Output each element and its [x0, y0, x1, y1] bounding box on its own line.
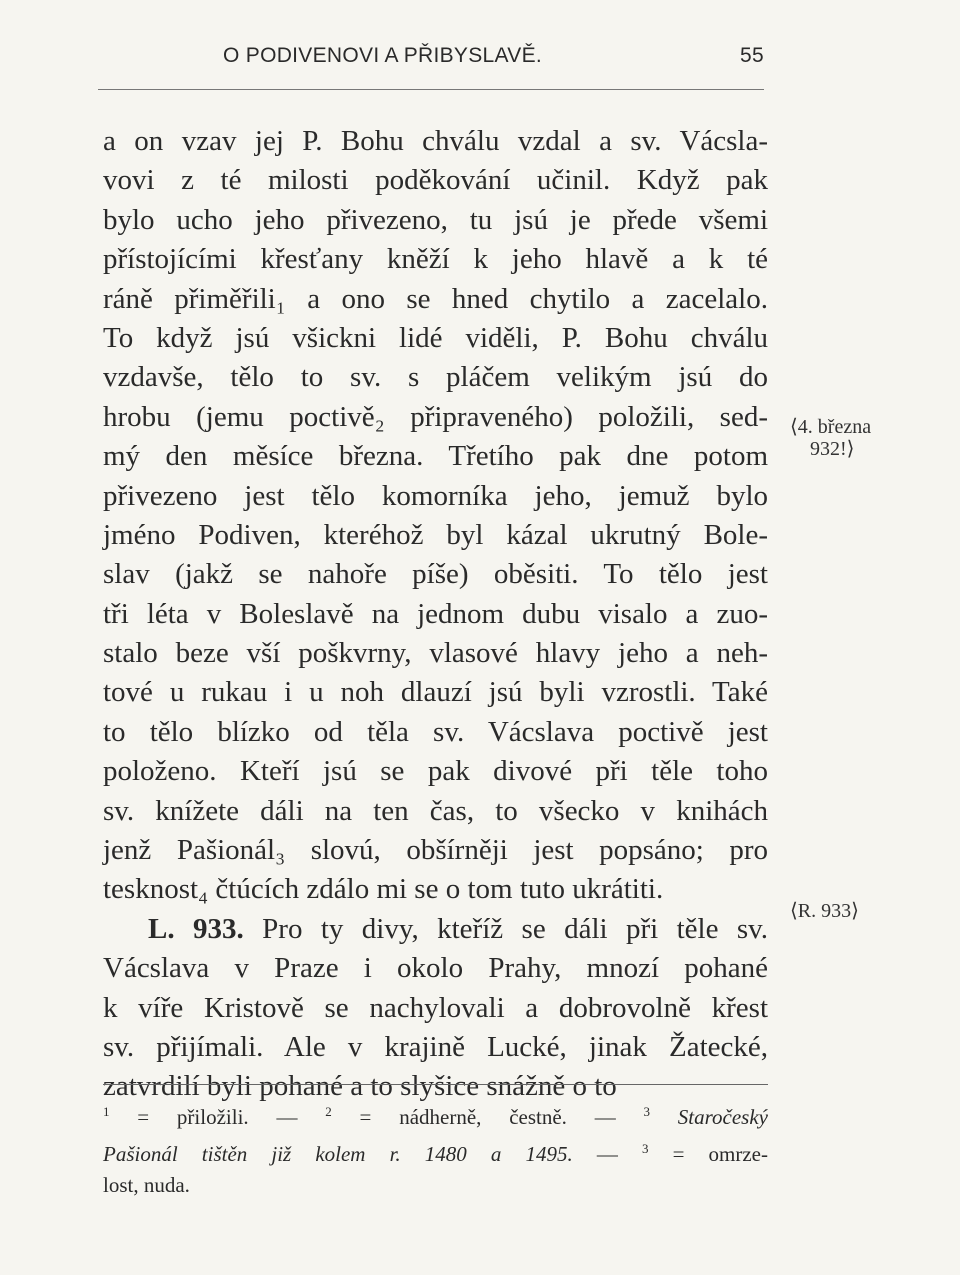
text-line: mý den měsíce března. Třetího pak dne potom [103, 440, 768, 473]
footnote-line [103, 1096, 768, 1133]
text-line: položeno. Kteří jsú se pak divové při těle toho [103, 755, 768, 788]
text-line: k víře Kristově se nachylovali a dobrovolně křest [103, 991, 768, 1024]
header-rule [98, 89, 764, 90]
footnote-text: = přiložili. — [109, 1105, 326, 1129]
text-line: tesknost₄ čtúcích zdálo mi se o tom tuto ukrátiti. [103, 873, 664, 906]
text-line: bylo ucho jeho přivezeno, tu jsú je přede všemi [103, 203, 768, 236]
text-line: vovi z té milosti poděkování učinil. Když pak [103, 164, 768, 197]
footnote-text: = nádherně, čestně. — [331, 1105, 644, 1129]
footnote-marker: 1 [103, 1104, 110, 1119]
text-line: sv. přijímali. Ale v krajině Lucké, jinak Žatecké, [103, 1030, 768, 1063]
text-line: tři léta v Boleslavě na jednom dubu visalo a zuo- [103, 597, 768, 630]
footnote-marker: 3 [641, 1141, 649, 1156]
chapter-title: O PODIVENOVI A PŘIBYSLAVĚ. [223, 44, 543, 67]
text-segment: Pro ty divy, kteříž se dáli při těle sv. [262, 912, 769, 945]
text-line: hrobu (jemu poctivě₂ připraveného) položili, sed- [103, 400, 768, 433]
page-number: 55 [740, 44, 764, 67]
text-line: jméno Podiven, kteréhož byl kázal ukrutný Bole- [103, 518, 768, 551]
text-line: ráně přiměřili₁ a ono se hned chytilo a zacelalo. [103, 282, 768, 315]
year-sigil: L. 933. [148, 912, 244, 945]
text-line: tové u rukau i u noh dlauzí jsú byli vzrostli. Také [103, 676, 768, 709]
paragraph-lead-line [103, 910, 768, 949]
footnotes [103, 1096, 768, 1201]
margin-note-date [790, 416, 920, 460]
text-line: slav (jakž se nahoře píše) oběsiti. To tělo jest [103, 558, 768, 591]
footnote-line: lost, nuda. [103, 1173, 190, 1197]
body-text [103, 122, 768, 1107]
footnote-rule [103, 1084, 768, 1085]
text-line: přivezeno jest tělo komorníka jeho, jemuž bylo [103, 479, 768, 512]
text-line: To když jsú všickni lidé viděli, P. Bohu chválu [103, 321, 768, 354]
footnote-text: = omrze- [648, 1142, 768, 1166]
footnote-text: Staročeský [650, 1105, 768, 1129]
text-line: přístojícími křesťany kněží k jeho hlavě a k té [103, 243, 768, 276]
text-line: zatvrdilí byli pohané a to slyšice snážně o to [103, 1070, 617, 1103]
margin-note-line: 932!⟩ [810, 438, 855, 460]
footnote-marker: 2 [325, 1104, 332, 1119]
footnote-text: Pašionál tištěn již kolem r. 1480 a 1495. [103, 1142, 573, 1166]
text-line: jenž Pašionál₃ slovú, obšírněji jest popsáno; pro [103, 834, 768, 867]
margin-note-line: ⟨4. března [790, 416, 872, 438]
margin-note-year: ⟨R. 933⟩ [790, 900, 859, 922]
text-line: vzdavše, tělo to sv. s pláčem velikým jsú do [103, 361, 768, 394]
text-line: stalo beze vší poškvrny, vlasové hlavy jeho a neh- [103, 637, 768, 670]
text-line: to tělo blízko od těla sv. Vácslava poctivě jest [103, 715, 768, 748]
text-line: Vácslava v Praze i okolo Prahy, mnozí pohané [103, 952, 768, 985]
footnote-line [103, 1133, 768, 1170]
footnote-marker: 3 [643, 1104, 651, 1119]
footnote-text: — [572, 1142, 642, 1166]
text-line: sv. knížete dáli na ten čas, to všecko v knihách [103, 794, 768, 827]
text-line: a on vzav jej P. Bohu chválu vzdal a sv. Vácsla- [103, 125, 768, 157]
